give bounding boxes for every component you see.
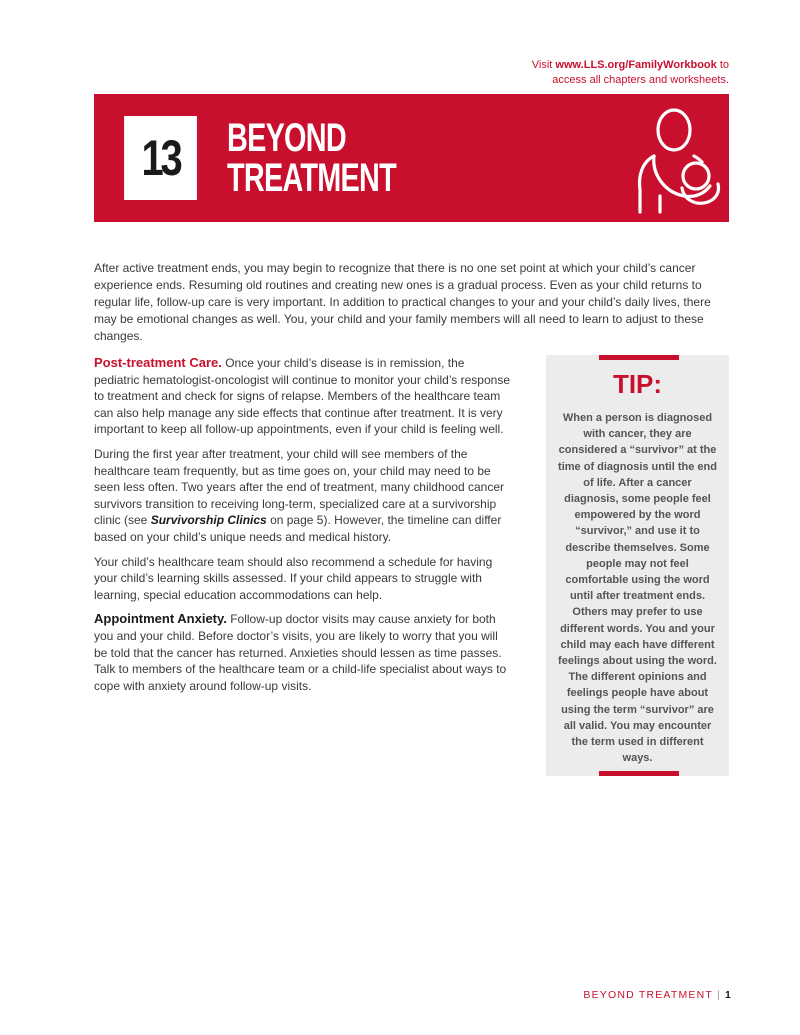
chapter-banner — [94, 94, 729, 222]
chapter-title-line2: TREATMENT — [227, 156, 396, 200]
website-link[interactable]: www.LLS.org/FamilyWorkbook — [555, 59, 717, 71]
page-footer — [583, 989, 732, 1001]
tip-box — [546, 355, 729, 776]
tip-body: When a person is diagnosed with cancer, they are considered a “survivor” at the time of diagnosis until the end of life. After a cancer diagnosis, some people feel empowered by the word “survivor,” and use it to describe themselves. Some people may not feel comfortable using the word until after treatment ends. Others may prefer to use different words. You and your child may each have different feelings about using the word. The different opinions and feelings people have about using the term “survivor” are all valid. You may encounter the term used in different ways. — [558, 412, 717, 765]
anxiety-paragraph — [94, 611, 512, 694]
page-number: 1 — [724, 989, 732, 1001]
website-note — [532, 58, 729, 88]
website-note-prefix: Visit — [531, 59, 556, 71]
website-note-line2: access all chapters and worksheets. — [552, 74, 729, 86]
survivorship-clinics-reference: Survivorship Clinics — [150, 513, 267, 528]
post-treatment-paragraph — [94, 355, 512, 438]
first-year-text-after: on page 5). However, the timeline can differ based on your child’s unique needs and medical history. — [94, 513, 502, 544]
website-note-suffix: to — [716, 59, 729, 71]
anxiety-text: Follow-up doctor visits may cause anxiety for both you and your child. Before doctor’s visits, you are likely to worry that you will be told that the cancer has returned. Anxieties should lessen as time passes. Talk to members of the healthcare team or a child-life specialist about ways to cope with anxiety around follow-up visits. — [94, 612, 507, 693]
tip-bottom-bar — [599, 771, 679, 776]
intro-paragraph: After active treatment ends, you may begin to recognize that there is no one set point at which your child’s cancer experience ends. Resuming old routines and creating new ones is a gradual process. Even as your child returns to regular life, follow-up care is very important. In addition to practical changes to your and your child’s daily lives, there may be emotional changes as well. You, your child and your family members will all need to learn to adjust to these changes. — [94, 261, 711, 343]
parent-holding-child-icon — [624, 104, 724, 214]
post-treatment-heading: Post-treatment Care. — [94, 355, 222, 370]
chapter-title — [227, 118, 396, 198]
tip-title: TIP: — [612, 369, 663, 399]
first-year-paragraph — [94, 446, 512, 546]
chapter-number: 13 — [124, 116, 197, 200]
chapter-title-line1: BEYOND — [227, 116, 346, 160]
footer-label: BEYOND TREATMENT — [583, 989, 714, 1001]
footer-separator: | — [717, 989, 721, 1001]
post-treatment-text: Once your child’s disease is in remission, the pediatric hematologist-oncologist will continue to monitor your child’s response to treatment and check for signs of relapse. Members of the healthcare team can also help manage any side effects that continue after treatment. It is very important to keep all follow-up appointments, even if your child is feeling well. — [94, 356, 510, 437]
main-column — [94, 355, 512, 702]
tip-top-bar — [599, 355, 679, 360]
learning-paragraph: Your child’s healthcare team should also recommend a schedule for having your child’s learning skills assessed. If your child appears to struggle with learning, special education accommodations can help. — [94, 554, 493, 602]
first-year-text-before: During the first year after treatment, your child will see members of the healthcare team frequently, but as time goes on, your child may need to be seen less often. Two years after the end of treatment, many childhood cancer survivors transition to receiving long-term, specialized care at a survivorship clinic (see — [94, 446, 505, 528]
anxiety-heading: Appointment Anxiety. — [94, 611, 227, 627]
